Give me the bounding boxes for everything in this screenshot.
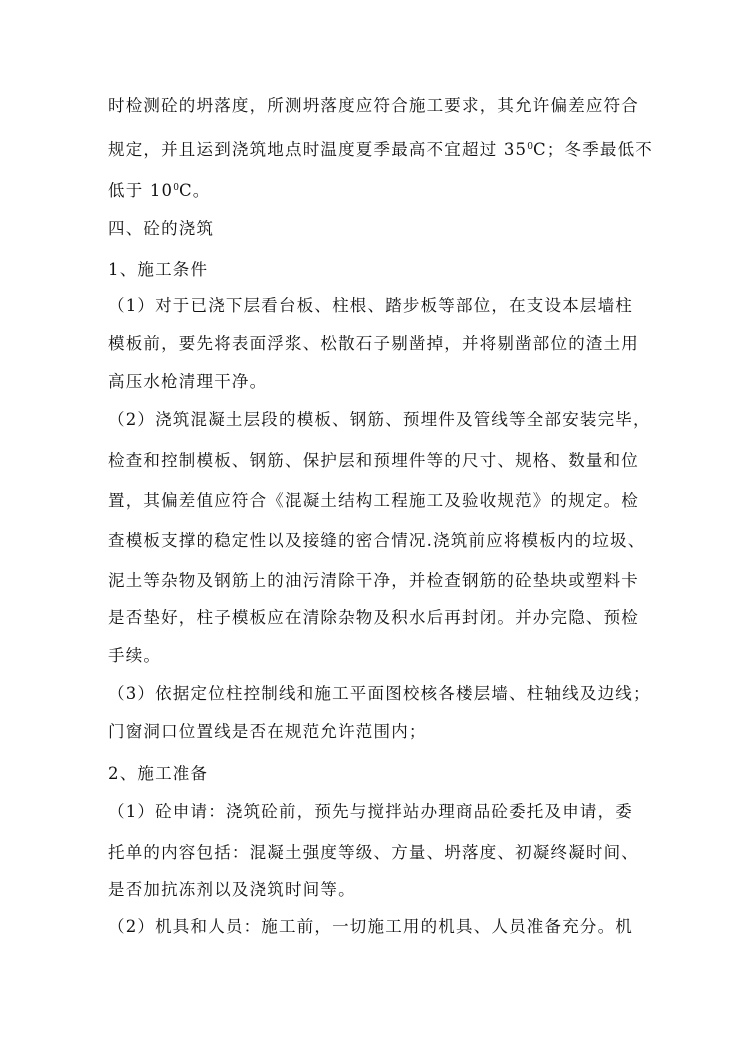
- line-3-text: 低于 10: [108, 181, 174, 200]
- degree-superscript-2: 0: [173, 183, 179, 193]
- paragraph-line-10: 检查和控制模板、钢筋、保护层和预埋件等的尺寸、规格、数量和位: [108, 451, 639, 470]
- paragraph-line-11: 置，其偏差值应符合《混凝土结构工程施工及验收规范》的规定。检: [108, 491, 639, 510]
- subheading-construction-conditions: 1、施工条件: [108, 260, 209, 279]
- paragraph-line-14: 是否垫好，柱子模板应在清除杂物及积水后再封闭。并办完隐、预检: [108, 608, 639, 627]
- paragraph-line-8: 高压水枪清理干净。: [108, 372, 268, 391]
- paragraph-line-1: 时检测砼的坍落度，所测坍落度应符合施工要求，其允许偏差应符合: [108, 96, 639, 115]
- paragraph-line-2: [108, 137, 653, 160]
- paragraph-line-19: （1）砼申请：浇筑砼前，预先与搅拌站办理商品砼委托及申请，委: [108, 802, 633, 821]
- paragraph-line-20: 托单的内容包括：混凝土强度等级、方量、坍落度、初凝终凝时间、: [108, 843, 639, 862]
- line-3-suffix: C。: [178, 181, 211, 200]
- paragraph-line-16: （3）依据定位柱控制线和施工平面图校核各楼层墙、柱轴线及边线；: [108, 684, 651, 703]
- degree-superscript-1: 0: [527, 142, 533, 152]
- paragraph-line-15: 手续。: [108, 646, 162, 665]
- paragraph-line-3: [108, 178, 211, 201]
- paragraph-line-9: （2）浇筑混凝土层段的模板、钢筋、预埋件及管线等全部安装完毕，: [108, 410, 651, 429]
- paragraph-line-7: 模板前，要先将表面浮浆、松散石子剔凿掉，并将剔凿部位的渣土用: [108, 334, 639, 353]
- line-2-suffix: C；冬季最低不: [532, 140, 654, 159]
- paragraph-line-6: （1）对于已浇下层看台板、柱根、踏步板等部位，在支设本层墙柱: [108, 296, 633, 315]
- subheading-construction-preparation: 2、施工准备: [108, 764, 209, 783]
- paragraph-line-21: 是否加抗冻剂以及浇筑时间等。: [108, 880, 356, 899]
- line-2-text: 规定，并且运到浇筑地点时温度夏季最高不宜超过 35: [108, 140, 528, 159]
- paragraph-line-17: 门窗洞口位置线是否在规范允许范围内；: [108, 722, 427, 741]
- paragraph-line-12: 查模板支撑的稳定性以及接缝的密合情况.浇筑前应将模板内的垃圾、: [108, 531, 646, 550]
- paragraph-line-13: 泥土等杂物及钢筋上的油污清除干净，并检查钢筋的砼垫块或塑料卡: [108, 571, 639, 590]
- paragraph-line-22: （2）机具和人员：施工前，一切施工用的机具、人员准备充分。机: [108, 917, 633, 936]
- section-heading-4: 四、砼的浇筑: [108, 219, 215, 238]
